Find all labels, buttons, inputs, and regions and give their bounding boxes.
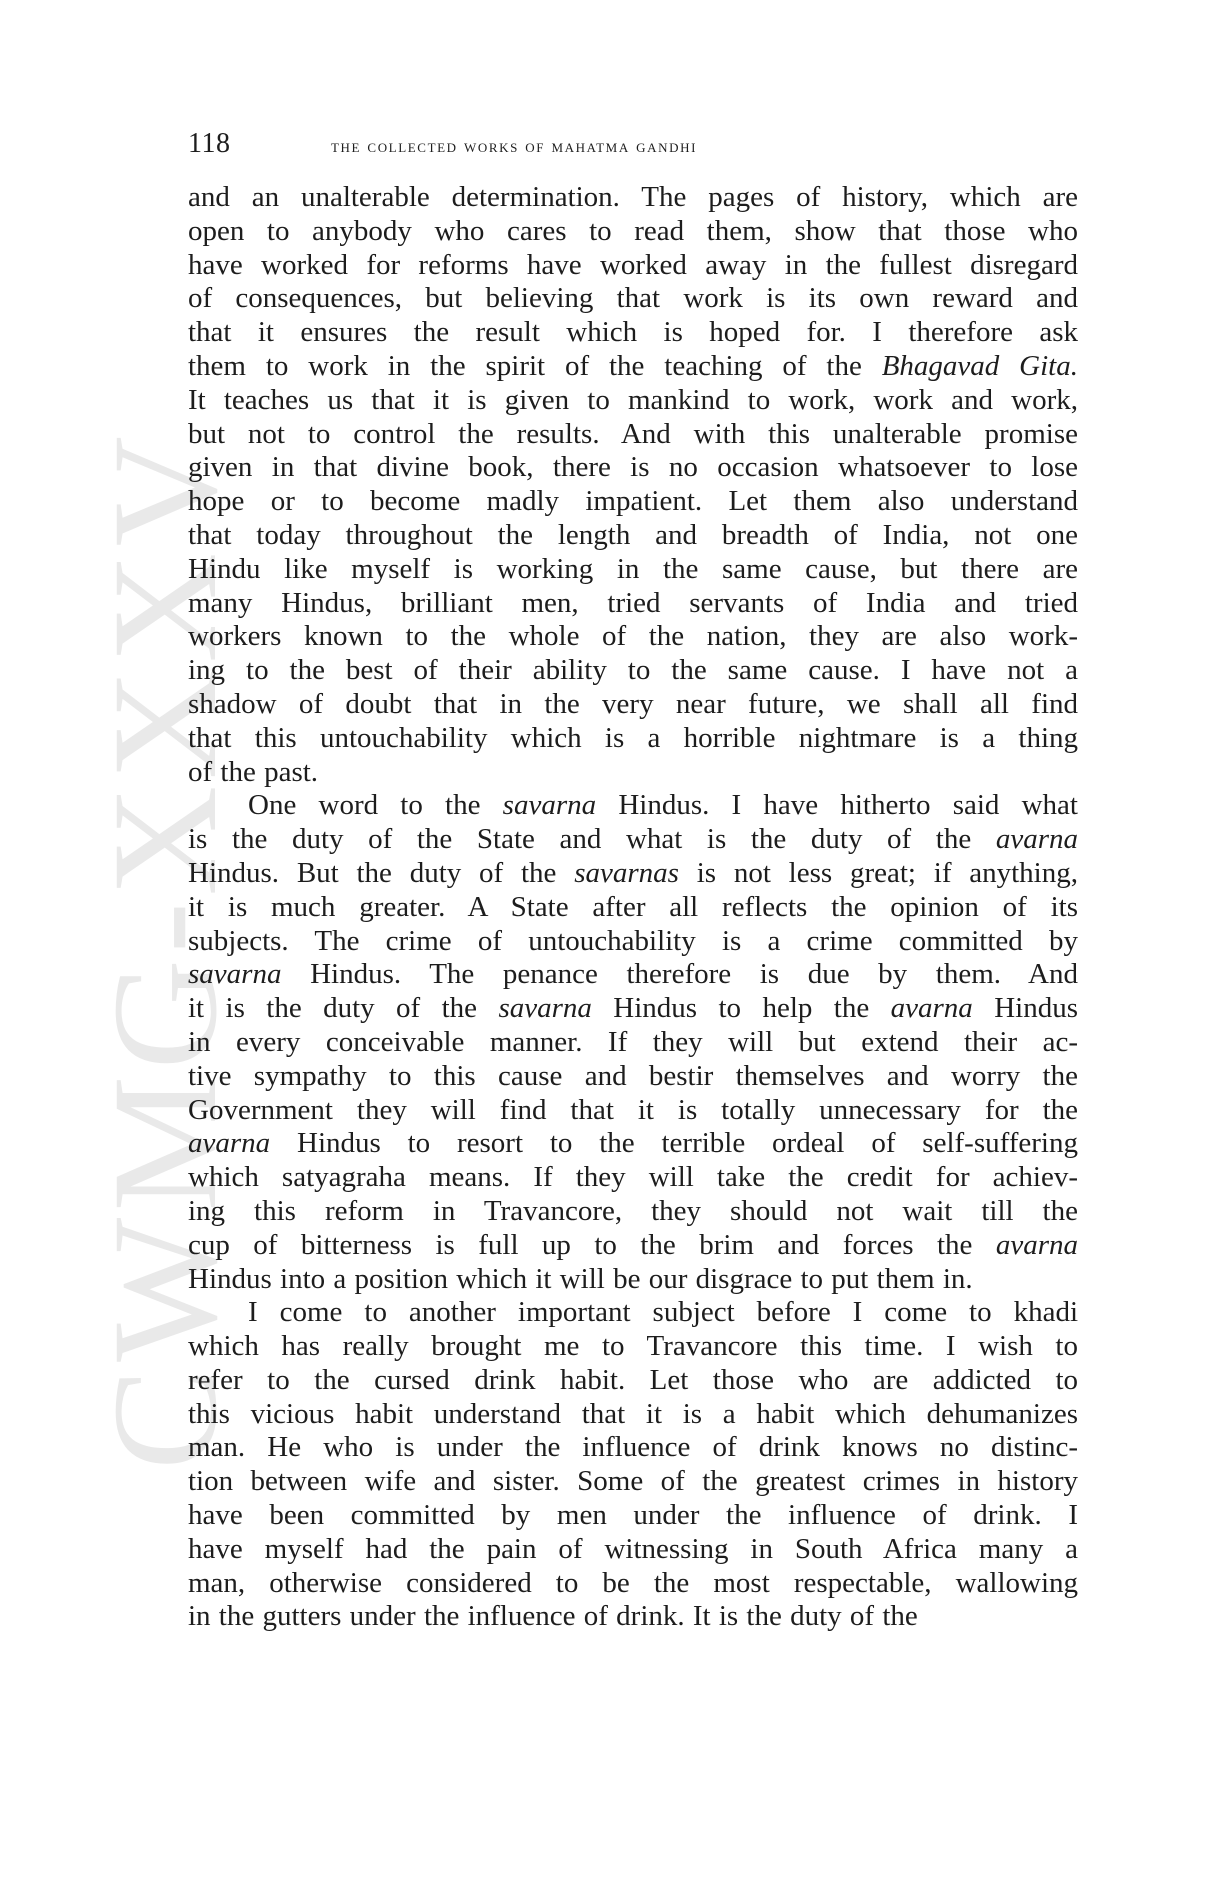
text-line	[188, 587, 1078, 621]
text-run: many Hindus, brilliant men, tried servants of India and tried	[188, 586, 1078, 619]
text-run: man. He who is under the influence of drink knows no distinc-	[188, 1431, 1078, 1464]
italic-term: savarna	[502, 789, 597, 822]
text-line	[188, 519, 1078, 553]
text-run: Hindus into a position which it will be our disgrace to put them in.	[188, 1262, 973, 1295]
text-line	[188, 1229, 1078, 1263]
text-line	[188, 418, 1078, 452]
text-run: is not less great; if anything,	[678, 856, 1078, 889]
text-run: ing this reform in Travancore, they should not wait till the	[188, 1194, 1078, 1227]
text-run: which satyagraha means. If they will take the credit for achiev-	[188, 1161, 1078, 1194]
text-line	[188, 1364, 1078, 1398]
text-run: It teaches us that it is given to mankind to work, work and work,	[188, 383, 1078, 416]
text-line	[188, 891, 1078, 925]
text-line	[188, 1195, 1078, 1229]
text-line	[188, 451, 1078, 485]
text-line	[188, 1127, 1078, 1161]
text-line	[188, 620, 1078, 654]
text-run: I come to another important subject before I come to khadi	[248, 1296, 1078, 1329]
text-line	[188, 688, 1078, 722]
watermark-text: CWMG-XXXV	[110, 449, 230, 1470]
text-line	[188, 1567, 1078, 1601]
italic-term: avarna	[890, 992, 973, 1025]
text-line	[188, 722, 1078, 756]
text-run: man, otherwise considered to be the most respectable, wallowing	[188, 1566, 1078, 1599]
text-run: have worked for reforms have worked away in the fullest disregard	[188, 248, 1078, 281]
body-text	[188, 181, 1078, 1634]
text-run: and an unalterable determination. The pages of history, which are	[188, 181, 1078, 213]
text-run: Government they will find that it is totally unnecessary for the	[188, 1093, 1078, 1126]
italic-term: avarna	[995, 823, 1078, 856]
text-line	[188, 249, 1078, 283]
text-line	[188, 823, 1078, 857]
text-run: them to work in the spirit of the teaching of the	[188, 349, 882, 382]
text-run: but not to control the results. And with this unalterable promise	[188, 417, 1078, 450]
text-line	[188, 1600, 1078, 1634]
italic-term: Bhagavad Gita.	[881, 349, 1078, 382]
text-run: it is the duty of the	[188, 992, 499, 1025]
text-run: Hindus to help the	[591, 992, 891, 1025]
text-line	[188, 1398, 1078, 1432]
text-run: shadow of doubt that in the very near future, we shall all find	[188, 687, 1078, 720]
text-line	[188, 350, 1078, 384]
text-line	[188, 1026, 1078, 1060]
text-run: Hindus. The penance therefore is due by them. And	[281, 958, 1078, 991]
text-run: of consequences, but believing that work is its own reward and	[188, 282, 1078, 315]
text-line	[188, 316, 1078, 350]
page-number: 118	[188, 128, 231, 159]
text-run: workers known to the whole of the nation, they are also work-	[188, 620, 1078, 653]
text-run: of the past.	[188, 755, 319, 788]
text-run: which has really brought me to Travancore this time. I wish to	[188, 1330, 1078, 1363]
text-line	[188, 1431, 1078, 1465]
text-line	[188, 789, 1078, 823]
text-line	[188, 1296, 1078, 1330]
text-run: One word to the	[248, 789, 503, 822]
text-run: that today throughout the length and breadth of India, not one	[188, 518, 1078, 551]
text-run: tive sympathy to this cause and bestir themselves and worry the	[188, 1059, 1078, 1092]
text-run: this vicious habit understand that it is a habit which dehumanizes	[188, 1397, 1078, 1430]
text-run: have myself had the pain of witnessing in South Africa many a	[188, 1532, 1078, 1565]
text-run: have been committed by men under the influence of drink. I	[188, 1499, 1078, 1532]
text-line	[188, 215, 1078, 249]
text-line	[188, 1499, 1078, 1533]
text-run: that it ensures the result which is hoped for. I therefore ask	[188, 316, 1078, 349]
italic-term: avarna	[188, 1127, 271, 1160]
italic-term: avarna	[995, 1228, 1078, 1261]
italic-term: savarna	[498, 992, 592, 1025]
text-line	[188, 384, 1078, 418]
text-line	[188, 958, 1078, 992]
text-run: it is much greater. A State after all reflects the opinion of its	[188, 890, 1078, 923]
text-run: in every conceivable manner. If they will but extend their ac-	[188, 1025, 1078, 1058]
text-line	[188, 1094, 1078, 1128]
paragraph	[188, 1296, 1078, 1634]
text-line	[188, 181, 1078, 215]
text-run: that this untouchability which is a horrible nightmare is a thing	[188, 721, 1078, 754]
text-line	[188, 756, 1078, 790]
text-line	[188, 1465, 1078, 1499]
text-line	[188, 553, 1078, 587]
text-run: tion between wife and sister. Some of the greatest crimes in history	[188, 1465, 1078, 1498]
text-line	[188, 1161, 1078, 1195]
text-line	[188, 1533, 1078, 1567]
text-run: Hindus. But the duty of the	[188, 856, 575, 889]
text-line	[188, 925, 1078, 959]
text-line	[188, 282, 1078, 316]
text-run: is the duty of the State and what is the duty of the	[188, 823, 996, 856]
text-line	[188, 857, 1078, 891]
running-header	[188, 128, 1088, 168]
text-run: subjects. The crime of untouchability is a crime committed by	[188, 924, 1078, 957]
text-run: hope or to become madly impatient. Let them also understand	[188, 485, 1078, 518]
text-run: refer to the cursed drink habit. Let those who are addicted to	[188, 1363, 1078, 1396]
text-run: Hindu like myself is working in the same cause, but there are	[188, 552, 1078, 585]
italic-term: savarnas	[574, 856, 679, 889]
text-run: Hindus	[972, 992, 1078, 1025]
text-line	[188, 992, 1078, 1026]
text-run: open to anybody who cares to read them, show that those who	[188, 214, 1078, 247]
paragraph	[188, 181, 1078, 789]
text-run: cup of bitterness is full up to the brim and forces the	[188, 1228, 996, 1261]
text-run: ing to the best of their ability to the same cause. I have not a	[188, 654, 1078, 687]
header-title: the collected works of mahatma gandhi	[331, 136, 698, 157]
text-run: Hindus to resort to the terrible ordeal of self-suffering	[270, 1127, 1078, 1160]
text-run: in the gutters under the influence of drink. It is the duty of the	[188, 1600, 918, 1633]
text-run: Hindus. I have hitherto said what	[596, 789, 1078, 822]
text-line	[188, 1263, 1078, 1297]
text-line	[188, 485, 1078, 519]
text-line	[188, 1330, 1078, 1364]
italic-term: savarna	[188, 958, 282, 991]
text-line	[188, 654, 1078, 688]
text-line	[188, 1060, 1078, 1094]
paragraph	[188, 789, 1078, 1296]
text-run: given in that divine book, there is no occasion whatsoever to lose	[188, 451, 1078, 484]
